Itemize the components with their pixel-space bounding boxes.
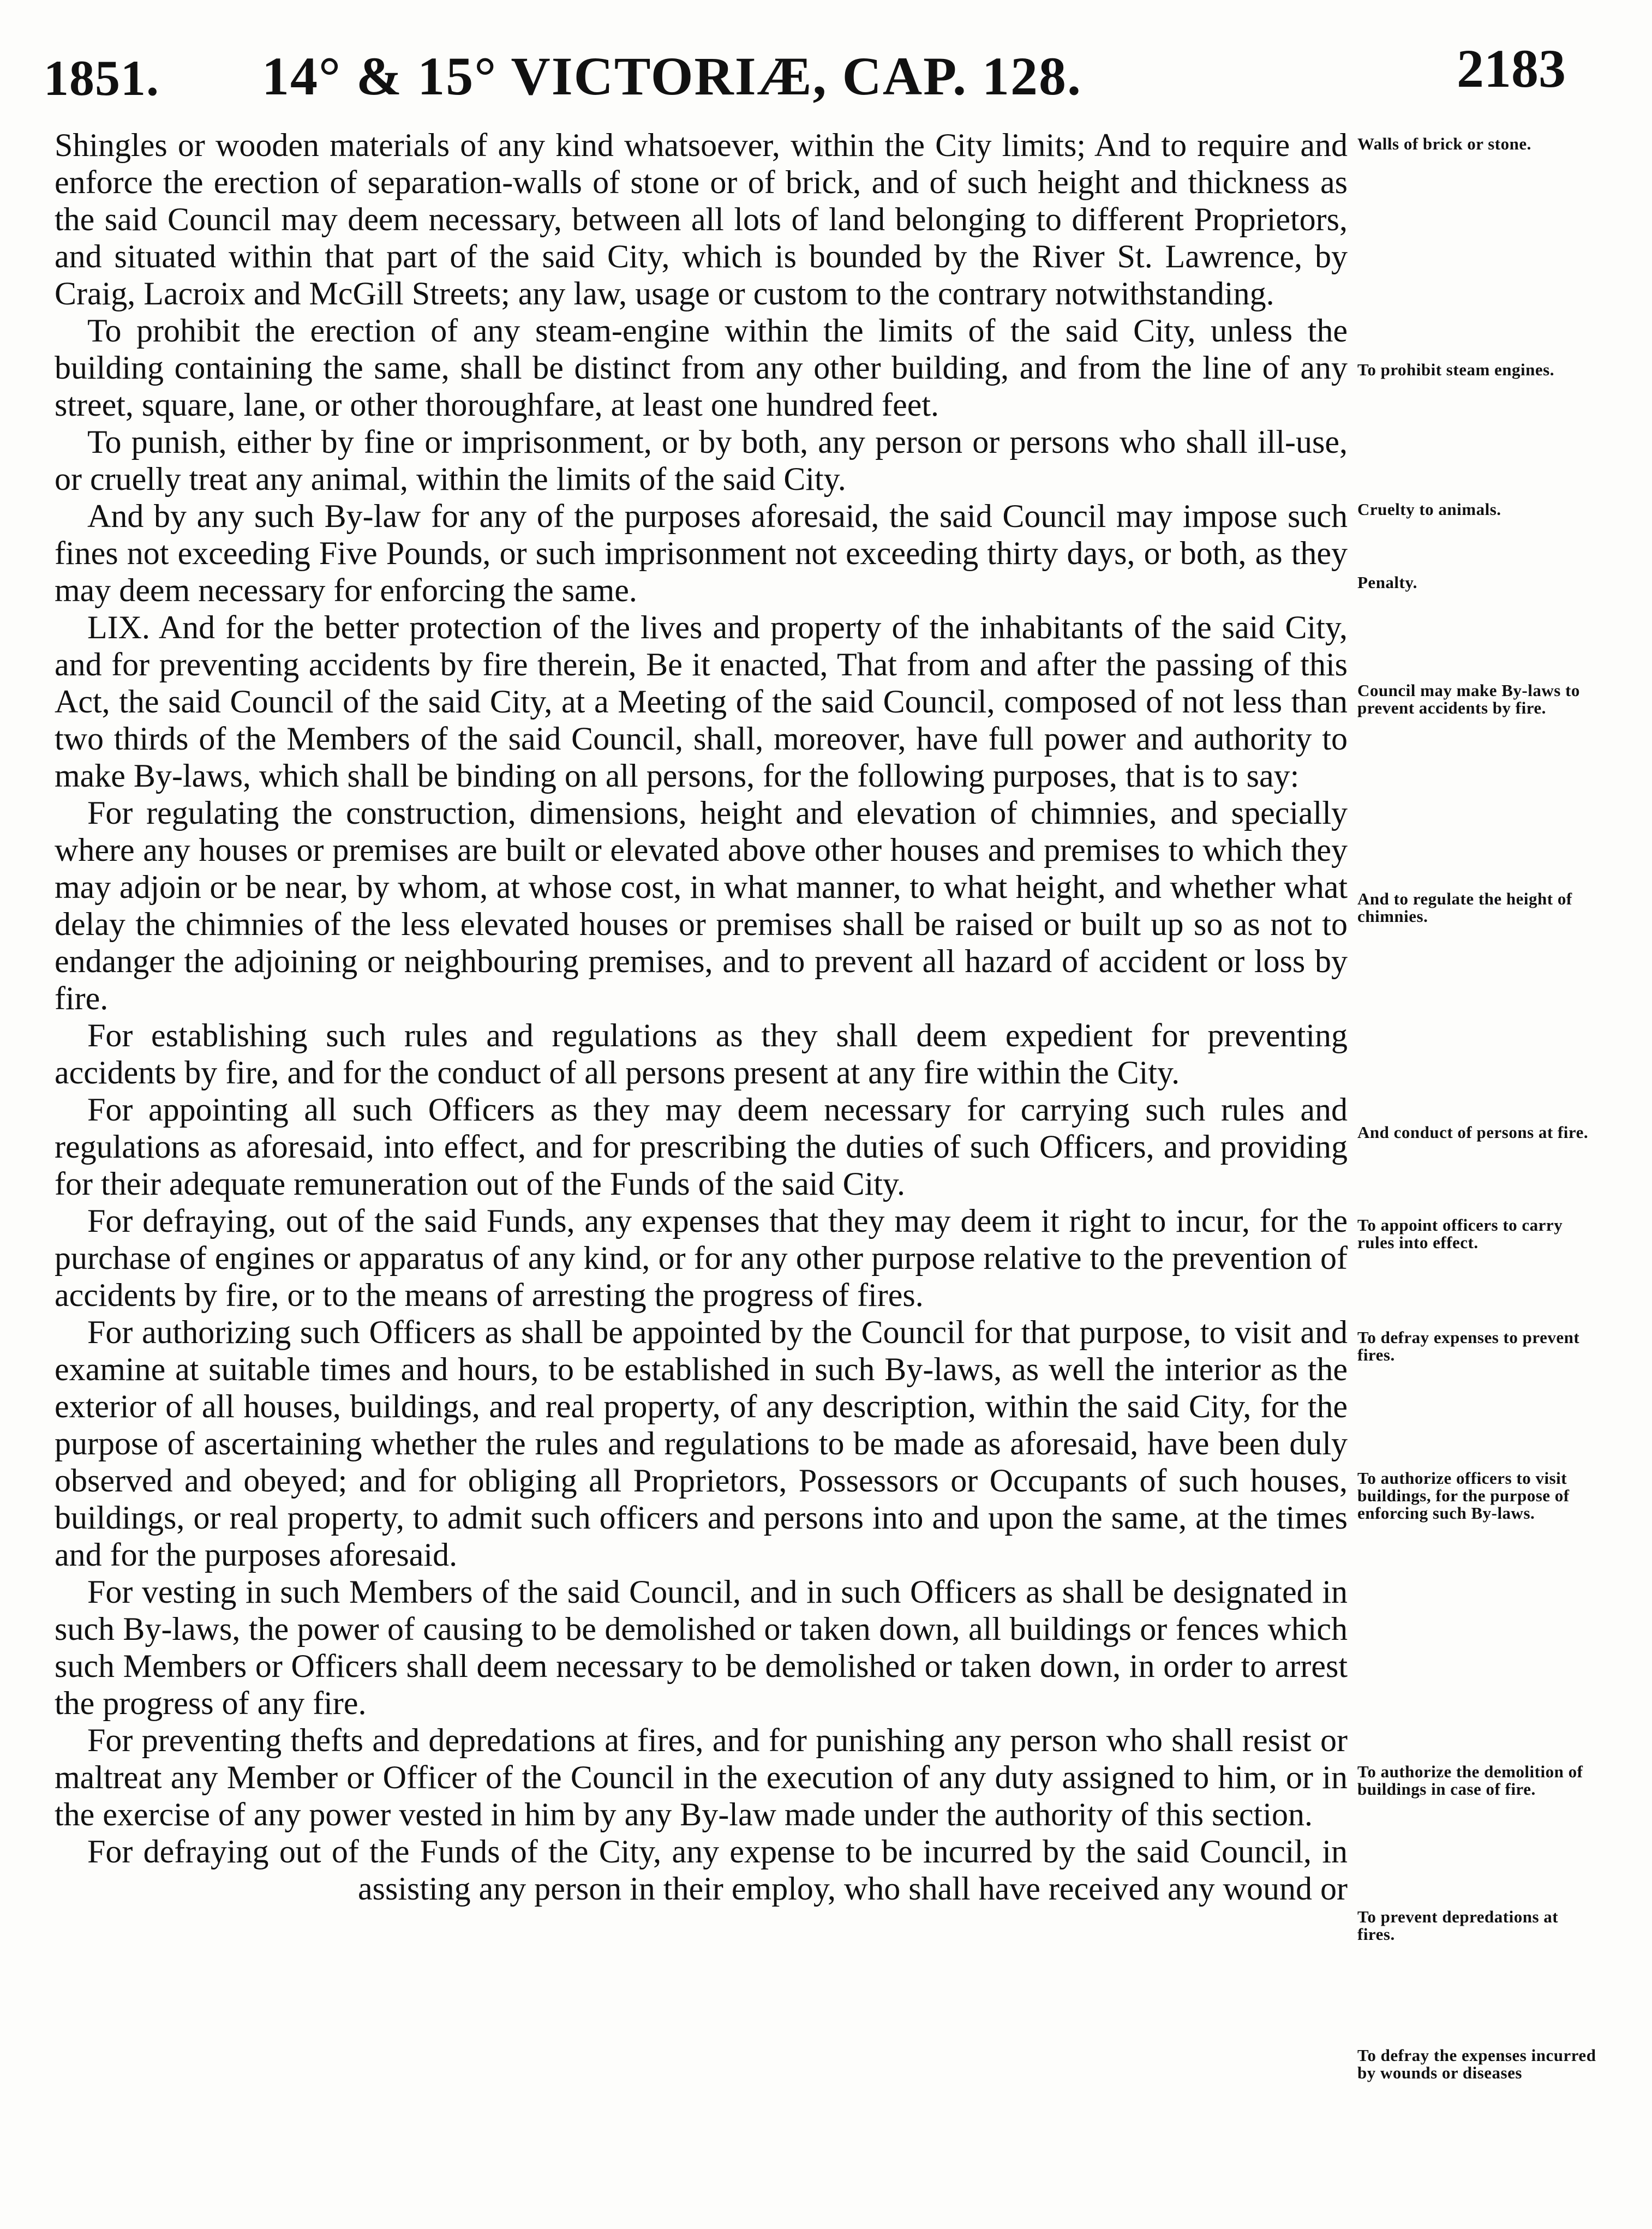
main-text-column xyxy=(55,127,1348,1907)
paragraph-demolition: For vesting in such Members of the said Council, and in such Officers as shall be designated in such By-laws, the power of causing to be demolished or taken down, all buildings or fences which such Members or Officers shall deem necessary to be demolished or taken down, in order to arrest the progress of any fire. xyxy=(55,1574,1348,1721)
paragraph-chimnies: For regulating the construction, dimensions, height and elevation of chimnies, and specially where any houses or premises are built or elevated above other houses and premises to which they may adjoin or be near, by whom, at whose cost, in what manner, to what height, and whether what delay the chimnies of the less elevated houses or premises shall be raised or built up so as not to endanger the adjoining or neighbouring premises, and to prevent all hazard of accident or loss by fire. xyxy=(55,795,1348,1016)
margin-note-steam-engines: To prohibit steam engines. xyxy=(1357,360,1554,379)
paragraph-defray-expenses: For defraying, out of the said Funds, any expenses that they may deem it right to incur, for the purchase of engines or apparatus of any kind, or for any other purpose relative to the prevention of accidents by fire, or to the means of arresting the progress of fires. xyxy=(55,1203,1348,1313)
margin-note-cruelty-animals: Cruelty to animals. xyxy=(1357,500,1501,519)
paragraph-walls: Shingles or wooden materials of any kind whatsoever, within the City limits; And to require and enforce the erection of separation-walls of stone or of brick, and of such height and thickness as the said Council may deem necessary, between all lots of land belonging to different Proprietors, and situated within that part of the said City, which is bounded by the River St. Lawrence, by Craig, Lacroix and McGill Streets; any law, usage or custom to the contrary notwithstanding. xyxy=(55,127,1348,311)
paragraph-steam-engines: To prohibit the erection of any steam-engine within the limits of the said City, unless the building containing the same, shall be distinct from any other building, and from the line of any street, square, lane, or other thoroughfare, at least one hundred feet. xyxy=(55,313,1348,423)
page-number: 2183 xyxy=(1457,38,1566,99)
margin-note-demolition: To authorize the demolition of buildings in case of fire. xyxy=(1357,1762,1583,1799)
paragraph-section-lix: LIX. And for the better protection of the lives and property of the inhabitants of the said City, and for preventing accidents by fire therein, Be it enacted, That from and after the passing of this Act, the said Council of the said City, at a Meeting of the said Council, composed of not less than two thirds of the Members of the said Council, shall, moreover, have full power and authority to make By-laws, which shall be binding on all persons, for the following purposes, that is to say: xyxy=(55,609,1348,794)
paragraph-appoint-officers: For appointing all such Officers as they may deem necessary for carrying such rules and regulations as aforesaid, into effect, and for prescribing the duties of such Officers, and providing for their adequate remuneration out of the Funds of the said City. xyxy=(55,1092,1348,1202)
paragraph-authorize-visits: For authorizing such Officers as shall be appointed by the Council for that purpose, to visit and examine at suitable times and hours, to be established in such By-laws, as well the interior as the exterior of all houses, buildings, and real property, of any description, within the said City, for the purpose of ascertaining whether the rules and regulations to be made as aforesaid, have been duly observed and obeyed; and for obliging all Proprietors, Possessors or Occupants of such houses, buildings, or real property, to admit such officers and persons into and upon the same, at the times and for the purposes aforesaid. xyxy=(55,1314,1348,1573)
paragraph-depredations: For preventing thefts and depredations at fires, and for punishing any person who shall resist or maltreat any Member or Officer of the Council in the execution of any duty assigned to him, or in the exercise of any power vested in him by any By-law made under the authority of this section. xyxy=(55,1722,1348,1832)
paragraph-fire-rules: For establishing such rules and regulations as they shall deem expedient for preventing accidents by fire, and for the conduct of all persons present at any fire within the City. xyxy=(55,1017,1348,1090)
margin-note-defray-wounds: To defray the expenses incurred by wounds or diseases xyxy=(1357,2046,1596,2082)
margin-note-appoint-officers: To appoint officers to carry rules into effect. xyxy=(1357,1215,1563,1252)
paragraph-wounds: For defraying out of the Funds of the City, any expense to be incurred by the said Council, in assisting any person in their employ, who shall have received any wound or xyxy=(87,1833,1348,1907)
header-year: 1851. xyxy=(44,50,159,106)
margin-note-authorize-officers: To authorize officers to visit buildings, for the purpose of enforcing such By-laws. xyxy=(1357,1469,1570,1523)
margin-note-defray-expenses: To defray expenses to prevent fires. xyxy=(1357,1328,1580,1364)
margin-note-conduct-fire: And conduct of persons at fire. xyxy=(1357,1123,1589,1142)
header-title: 14° & 15° VICTORIÆ, CAP. 128. xyxy=(262,46,1082,106)
page-header xyxy=(44,33,1566,115)
margin-note-council-bylaws: Council may make By-laws to prevent accidents by fire. xyxy=(1357,681,1580,717)
margin-note-penalty: Penalty. xyxy=(1357,573,1417,592)
paragraph-penalty: And by any such By-law for any of the purposes aforesaid, the said Council may impose such fines not exceeding Five Pounds, or such imprisonment not exceeding thirty days, or both, as they may deem necessary for enforcing the same. xyxy=(55,498,1348,608)
margin-note-chimnies: And to regulate the height of chimnies. xyxy=(1357,889,1572,926)
paragraph-cruelty-animals: To punish, either by fine or imprisonment, or by both, any person or persons who shall ill-use, or cruelly treat any animal, within the limits of the said City. xyxy=(55,424,1348,497)
margin-note-walls: Walls of brick or stone. xyxy=(1357,134,1531,153)
margin-notes-column xyxy=(1357,0,1597,2229)
margin-note-depredations: To prevent depredations at fires. xyxy=(1357,1907,1559,1944)
